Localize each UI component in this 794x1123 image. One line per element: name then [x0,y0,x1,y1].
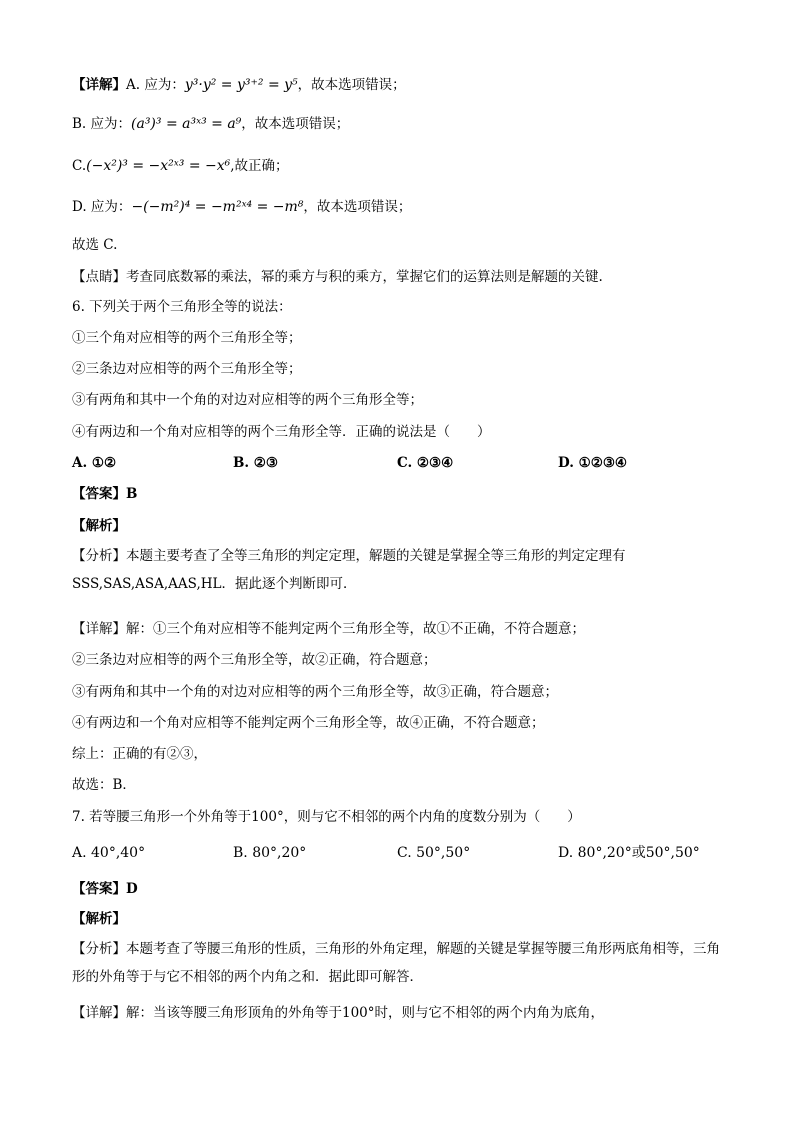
q7-stem: 7. 若等腰三角形一个外角等于100°，则与它不相邻的两个内角的度数分别为（ ） [72,809,581,825]
q5-c-tail: ,故正确； [230,158,289,174]
q5-d-tail: ，故本选项错误； [303,199,412,215]
q6-statement-4: ④有两边和一个角对应相等的两个三角形全等．正确的说法是（ ） [72,424,491,440]
q6-stem: 6. 下列关于两个三角形全等的说法： [72,299,292,315]
q5-c-line [72,157,289,175]
q6-detail-2: ②三条边对应相等的两个三角形全等，故②正确，符合题意； [72,652,437,668]
q5-b-line [72,115,349,133]
q6-analysis-heading: 【解析】 [72,518,126,534]
q6-analysis-text: 【分析】本题主要考查了全等三角形的判定定理，解题的关键是掌握全等三角形的判定定理有SSS,SAS,ASA,AAS,HL．据此逐个判断即可． [72,548,626,592]
q6-answer: 【答案】B [72,486,138,502]
q5-b-text: B. 应为： [72,116,132,132]
q7-option-d: D. 80°,20°或50°,50° [558,845,700,861]
q6-detail-1: 【详解】解：①三个角对应相等不能判定两个三角形全等，故①不正确，不符合题意； [72,621,585,637]
q5-b-math: (a³)³ = a³ˣ³ = a⁹ [131,116,242,132]
q5-b-tail: ，故本选项错误； [241,116,350,132]
q7-analysis-heading: 【解析】 [72,911,126,927]
q5-a-tail: ，故本选项错误； [297,77,406,93]
q6-option-b: B. ②③ [233,455,279,471]
q5-d-math: −(−m²)⁴ = −m²ˣ⁴ = −m⁸ [131,199,304,215]
q6-statement-2: ②三条边对应相等的两个三角形全等； [72,361,302,377]
q6-choice: 故选：B． [72,777,136,793]
q5-a-math: y³·y² = y³⁺² = y⁵ [184,77,298,93]
q5-comment: 【点睛】考查同底数幂的乘法，幂的乘方与积的乘方，掌握它们的运算法则是解题的关键. [72,269,603,285]
q7-detail-1: 【详解】解：当该等腰三角形顶角的外角等于100°时，则与它不相邻的两个内角为底角， [72,1005,605,1021]
q7-option-a: A. 40°,40° [72,845,146,861]
q6-option-a: A. ①② [72,455,117,471]
q7-analysis-text: 【分析】本题考查了等腰三角形的性质，三角形的外角定理，解题的关键是掌握等腰三角形两底角相等，三角形的外角等于与它不相邻的两个内角之和．据此即可解答． [72,941,720,985]
q5-c-text: C. [72,158,87,174]
q5-a-text: A. 应为： [126,77,185,93]
q5-d-text: D. 应为： [72,199,132,215]
q7-option-c: C. 50°,50° [397,845,471,861]
q5-choice: 故选 C. [72,237,118,253]
q5-d-line [72,198,411,216]
q6-statement-1: ①三个角对应相等的两个三角形全等； [72,330,302,346]
q7-option-b: B. 80°,20° [233,845,307,861]
q6-statement-3: ③有两角和其中一个角的对边对应相等的两个三角形全等； [72,392,423,408]
q6-summary: 综上：正确的有②③， [72,746,207,762]
detail-tag: 【详解】 [72,77,126,93]
q7-answer: 【答案】D [72,881,138,897]
q6-detail-4: ④有两边和一个角对应相等不能判定两个三角形全等，故④正确，不符合题意； [72,715,545,731]
q5-a-line [72,76,406,94]
q6-option-d: D. ①②③④ [558,455,628,471]
q5-c-math: (−x²)³ = −x²ˣ³ = −x⁶ [86,158,231,174]
q6-option-c: C. ②③④ [397,455,454,471]
q6-detail-3: ③有两角和其中一个角的对边对应相等的两个三角形全等，故③正确，符合题意； [72,684,558,700]
